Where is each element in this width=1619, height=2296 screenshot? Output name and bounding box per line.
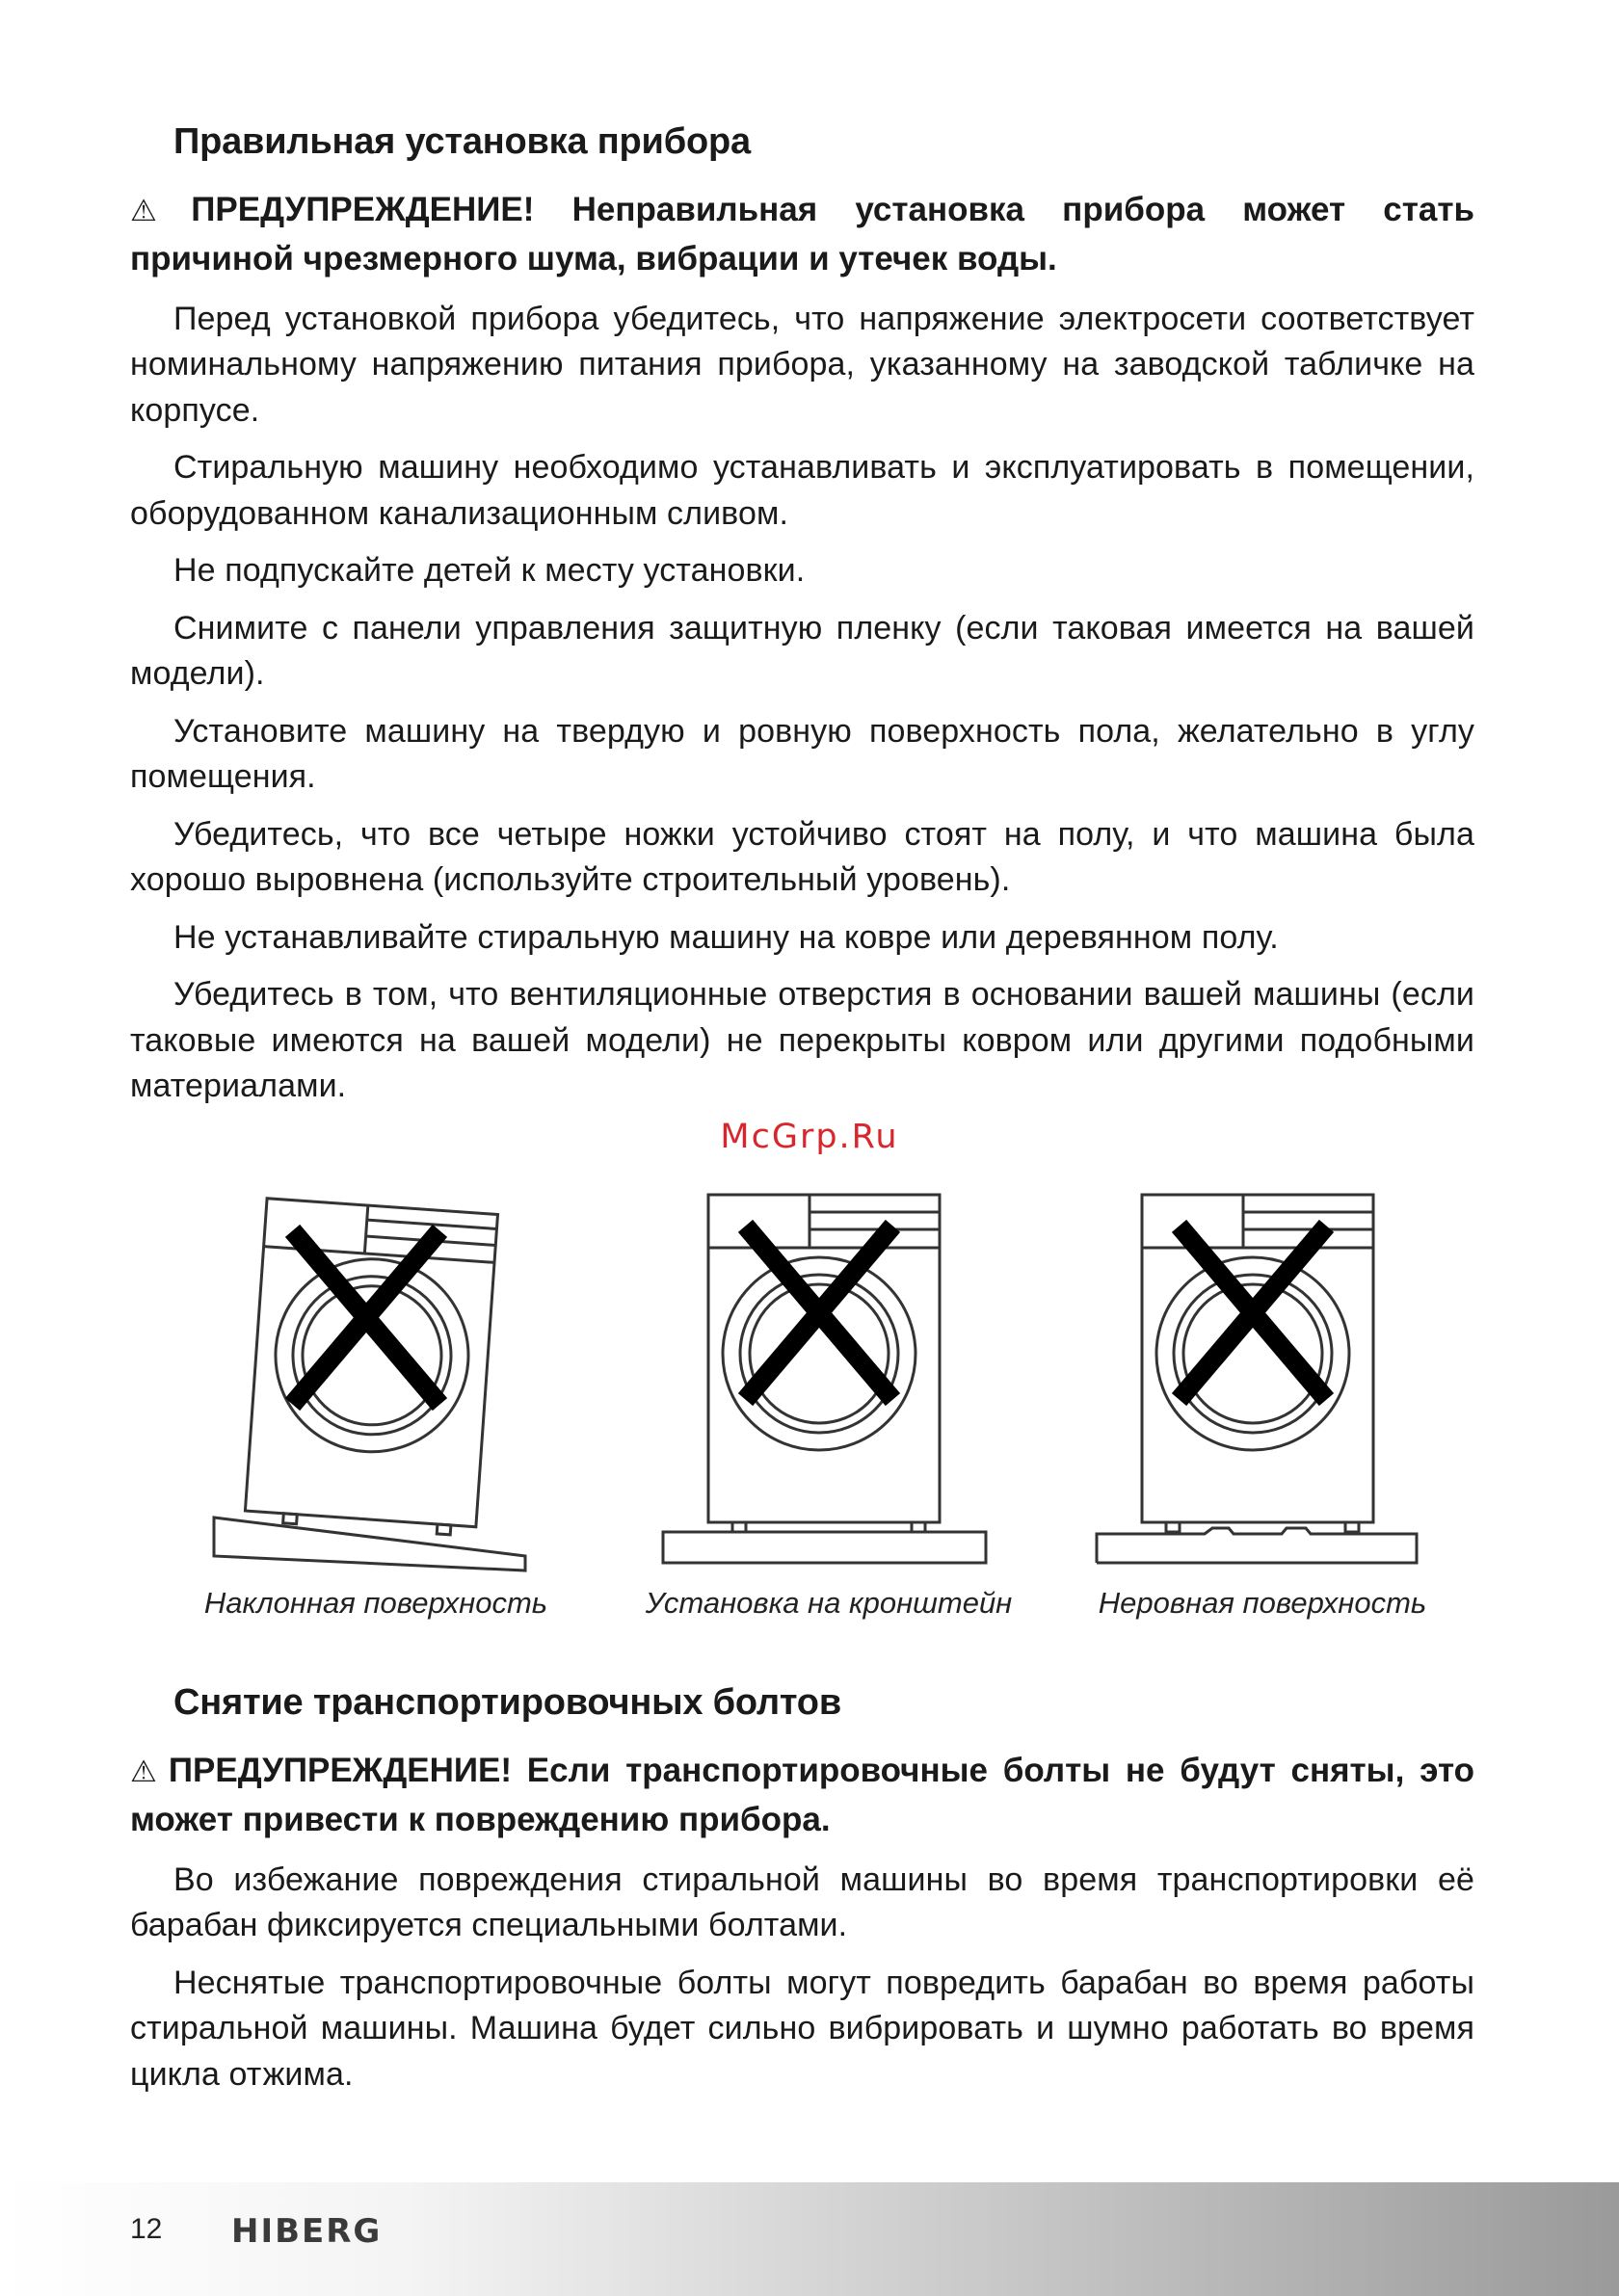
paragraph: Убедитесь в том, что вентиляционные отверстия в основании вашей машины (если таковые имеются на вашей модели) не перекрыты ковром или другими подобными материалами. — [130, 976, 1474, 1105]
section-installation — [130, 120, 1474, 1122]
paragraph: Во избежание повреждения стиральной машины во время транспортировки её барабан фиксируется специальными болтами. — [130, 1861, 1474, 1944]
paragraph: Не подпускайте детей к месту установки. — [173, 552, 806, 590]
watermark: McGrp.Ru — [720, 1118, 899, 1156]
washing-machine-tilted-crossed-icon — [202, 1175, 549, 1580]
figure-caption: Установка на кронштейн — [645, 1586, 1013, 1620]
page-number: 12 — [130, 2213, 163, 2245]
section-transport-bolts — [130, 1681, 1474, 2109]
warning-icon: ⚠ — [130, 1754, 163, 1788]
warning-icon: ⚠ — [130, 193, 186, 227]
paragraph: Убедитесь, что все четыре ножки устойчиво стоят на полу, и что машина была хорошо выровнена (используйте строительный уровень). — [130, 815, 1474, 899]
figure-uneven-surface — [1089, 1175, 1436, 1628]
paragraph: Снимите с панели управления защитную пленку (если таковая имеется на вашей модели). — [130, 609, 1474, 693]
warning-text: ПРЕДУПРЕЖДЕНИЕ! Неправильная установка прибора может стать причиной чрезмерного шума, вибрации и утечек воды. — [130, 190, 1474, 277]
paragraph: Не устанавливайте стиральную машину на ковре или деревянном полу. — [173, 918, 1279, 956]
figure-on-bracket — [645, 1175, 1013, 1628]
figure-caption: Наклонная поверхность — [203, 1586, 548, 1620]
washing-machine-on-bracket-crossed-icon — [655, 1175, 1002, 1580]
figure-caption: Неровная поверхность — [1098, 1586, 1427, 1620]
page-footer — [0, 2182, 1619, 2296]
section-heading: Снятие транспортировочных болтов — [173, 1682, 841, 1723]
section-heading: Правильная установка прибора — [173, 121, 751, 162]
paragraph: Установите машину на твердую и ровную поверхность пола, желательно в углу помещения. — [130, 712, 1474, 796]
paragraph: Перед установкой прибора убедитесь, что напряжение электросети соответствует номинальному напряжению питания прибора, указанному на заводской табличке на корпусе. — [130, 300, 1474, 429]
installation-figures — [0, 1175, 1619, 1648]
warning-text: ПРЕДУПРЕЖДЕНИЕ! Если транспортировочные болты не будут сняты, это может привести к повреждению прибора. — [130, 1751, 1474, 1838]
paragraph: Стиральную машину необходимо устанавливать и эксплуатировать в помещении, оборудованном канализационным сливом. — [130, 449, 1474, 532]
paragraph: Неснятые транспортировочные болты могут повредить барабан во время работы стиральной машины. Машина будет сильно вибрировать и шумно работать во время цикла отжима. — [130, 1964, 1474, 2093]
brand-logo — [231, 2205, 424, 2254]
svg-text:HIBERG: HIBERG — [231, 2212, 383, 2251]
washing-machine-uneven-crossed-icon — [1089, 1175, 1436, 1580]
warning-block — [130, 1747, 1474, 1844]
warning-block — [130, 186, 1474, 283]
figure-tilted-surface — [202, 1175, 549, 1628]
